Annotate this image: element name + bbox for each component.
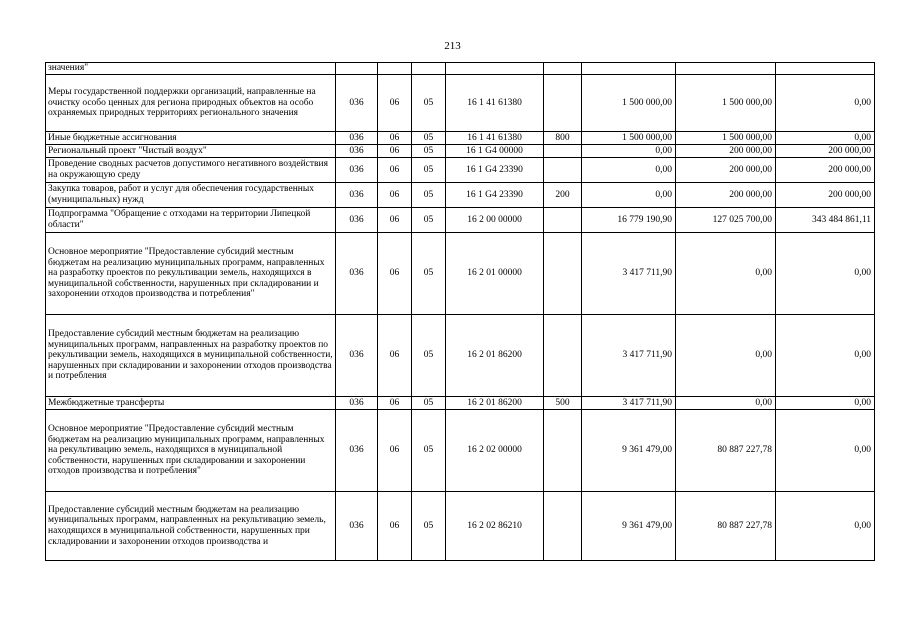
row-name-cell: Предоставление субсидий местным бюджетам на реализацию муниципальных программ, направленных на разработку проектов по рекультивации земель, находящихся в муниципальной собственности, нарушенных при складировании и захоронении отходов производства и потребления xyxy=(46,315,336,397)
section-cell xyxy=(378,63,412,75)
target-article-cell: 16 1 G4 23390 xyxy=(446,183,544,208)
row-name-cell: Предоставление субсидий местным бюджетам на реализацию муниципальных программ, направленных на рекультивацию земель, находящихся в муниципальной собственности, нарушенных при складировании и захоронении отходов производства и xyxy=(46,492,336,561)
amount-3-cell: 0,00 xyxy=(776,410,875,492)
amount-3-cell: 0,00 xyxy=(776,492,875,561)
expense-type-cell xyxy=(544,233,582,315)
target-article-cell: 16 2 02 86210 xyxy=(446,492,544,561)
admin-code-cell: 036 xyxy=(336,75,378,132)
row-name-cell: Основное мероприятие "Предоставление субсидий местным бюджетам на реализацию муниципальных программ, направленных на разработку проектов по рекультивации земель, находящихся в муниципальной собственности, нарушенных при складировании и захоронении отходов производства и потребления" xyxy=(46,233,336,315)
amount-2-cell xyxy=(676,63,776,75)
amount-3-cell: 200 000,00 xyxy=(776,183,875,208)
section-cell: 06 xyxy=(378,397,412,410)
amount-1-cell: 16 779 190,90 xyxy=(582,208,676,233)
amount-1-cell: 1 500 000,00 xyxy=(582,132,676,145)
admin-code-cell: 036 xyxy=(336,315,378,397)
amount-2-cell: 80 887 227,78 xyxy=(676,410,776,492)
amount-2-cell: 200 000,00 xyxy=(676,158,776,183)
subsection-cell: 05 xyxy=(412,183,446,208)
subsection-cell: 05 xyxy=(412,145,446,158)
target-article-cell: 16 1 G4 00000 xyxy=(446,145,544,158)
target-article-cell: 16 1 41 61380 xyxy=(446,75,544,132)
admin-code-cell xyxy=(336,63,378,75)
subsection-cell xyxy=(412,63,446,75)
subsection-cell: 05 xyxy=(412,75,446,132)
amount-3-cell: 200 000,00 xyxy=(776,158,875,183)
admin-code-cell: 036 xyxy=(336,158,378,183)
subsection-cell: 05 xyxy=(412,208,446,233)
section-cell: 06 xyxy=(378,158,412,183)
row-name-cell: значения" xyxy=(46,63,336,75)
amount-1-cell xyxy=(582,63,676,75)
admin-code-cell: 036 xyxy=(336,132,378,145)
row-name-cell: Основное мероприятие "Предоставление субсидий местным бюджетам на реализацию муниципальных программ, направленных на рекультивацию земель, находящихся в муниципальной собственности, нарушенных при складировании и захоронении отходов производства и потребления" xyxy=(46,410,336,492)
expense-type-cell: 500 xyxy=(544,397,582,410)
admin-code-cell: 036 xyxy=(336,397,378,410)
table-row xyxy=(46,410,875,492)
expense-type-cell xyxy=(544,158,582,183)
expense-type-cell: 200 xyxy=(544,183,582,208)
amount-2-cell: 1 500 000,00 xyxy=(676,132,776,145)
admin-code-cell: 036 xyxy=(336,410,378,492)
row-name-cell: Проведение сводных расчетов допустимого негативного воздействия на окружающую среду xyxy=(46,158,336,183)
subsection-cell: 05 xyxy=(412,233,446,315)
amount-3-cell: 0,00 xyxy=(776,75,875,132)
expense-type-cell xyxy=(544,208,582,233)
amount-1-cell: 0,00 xyxy=(582,158,676,183)
section-cell: 06 xyxy=(378,183,412,208)
admin-code-cell: 036 xyxy=(336,145,378,158)
subsection-cell: 05 xyxy=(412,132,446,145)
admin-code-cell: 036 xyxy=(336,233,378,315)
row-name-cell: Региональный проект "Чистый воздух" xyxy=(46,145,336,158)
table-row xyxy=(46,208,875,233)
expense-type-cell xyxy=(544,315,582,397)
admin-code-cell: 036 xyxy=(336,183,378,208)
page-number: 213 xyxy=(444,40,461,52)
section-cell: 06 xyxy=(378,75,412,132)
table-row xyxy=(46,63,875,75)
table-row xyxy=(46,132,875,145)
amount-1-cell: 3 417 711,90 xyxy=(582,397,676,410)
amount-2-cell: 0,00 xyxy=(676,315,776,397)
section-cell: 06 xyxy=(378,315,412,397)
section-cell: 06 xyxy=(378,410,412,492)
amount-1-cell: 9 361 479,00 xyxy=(582,492,676,561)
row-name-cell: Иные бюджетные ассигнования xyxy=(46,132,336,145)
row-name-cell: Закупка товаров, работ и услуг для обеспечения государственных (муниципальных) нужд xyxy=(46,183,336,208)
expense-type-cell xyxy=(544,63,582,75)
admin-code-cell: 036 xyxy=(336,492,378,561)
subsection-cell: 05 xyxy=(412,492,446,561)
amount-1-cell: 3 417 711,90 xyxy=(582,233,676,315)
subsection-cell: 05 xyxy=(412,158,446,183)
table-row xyxy=(46,315,875,397)
amount-2-cell: 127 025 700,00 xyxy=(676,208,776,233)
section-cell: 06 xyxy=(378,132,412,145)
row-name-cell: Подпрограмма "Обращение с отходами на территории Липецкой области" xyxy=(46,208,336,233)
expense-type-cell xyxy=(544,492,582,561)
amount-1-cell: 1 500 000,00 xyxy=(582,75,676,132)
amount-2-cell: 0,00 xyxy=(676,397,776,410)
target-article-cell xyxy=(446,63,544,75)
section-cell: 06 xyxy=(378,208,412,233)
table-row xyxy=(46,492,875,561)
amount-2-cell: 0,00 xyxy=(676,233,776,315)
section-cell: 06 xyxy=(378,233,412,315)
amount-1-cell: 0,00 xyxy=(582,145,676,158)
amount-1-cell: 3 417 711,90 xyxy=(582,315,676,397)
table-row xyxy=(46,233,875,315)
amount-2-cell: 1 500 000,00 xyxy=(676,75,776,132)
subsection-cell: 05 xyxy=(412,410,446,492)
target-article-cell: 16 2 02 00000 xyxy=(446,410,544,492)
expense-type-cell xyxy=(544,75,582,132)
expense-type-cell xyxy=(544,145,582,158)
table-row xyxy=(46,75,875,132)
section-cell: 06 xyxy=(378,145,412,158)
target-article-cell: 16 1 41 61380 xyxy=(446,132,544,145)
expense-type-cell xyxy=(544,410,582,492)
target-article-cell: 16 2 00 00000 xyxy=(446,208,544,233)
admin-code-cell: 036 xyxy=(336,208,378,233)
amount-1-cell: 9 361 479,00 xyxy=(582,410,676,492)
table-row xyxy=(46,183,875,208)
amount-2-cell: 200 000,00 xyxy=(676,145,776,158)
table-row xyxy=(46,145,875,158)
row-name-cell: Меры государственной поддержки организаций, направленные на очистку особо ценных для региона природных объектов на особо охраняемых природных территориях регионального значения xyxy=(46,75,336,132)
amount-3-cell: 0,00 xyxy=(776,315,875,397)
amount-2-cell: 80 887 227,78 xyxy=(676,492,776,561)
target-article-cell: 16 2 01 86200 xyxy=(446,315,544,397)
target-article-cell: 16 2 01 00000 xyxy=(446,233,544,315)
expense-type-cell: 800 xyxy=(544,132,582,145)
amount-1-cell: 0,00 xyxy=(582,183,676,208)
amount-3-cell: 0,00 xyxy=(776,233,875,315)
section-cell: 06 xyxy=(378,492,412,561)
subsection-cell: 05 xyxy=(412,315,446,397)
budget-table xyxy=(45,62,875,561)
table-row xyxy=(46,158,875,183)
amount-3-cell: 0,00 xyxy=(776,132,875,145)
target-article-cell: 16 2 01 86200 xyxy=(446,397,544,410)
amount-3-cell xyxy=(776,63,875,75)
amount-3-cell: 0,00 xyxy=(776,397,875,410)
row-name-cell: Межбюджетные трансферты xyxy=(46,397,336,410)
amount-3-cell: 343 484 861,11 xyxy=(776,208,875,233)
amount-3-cell: 200 000,00 xyxy=(776,145,875,158)
target-article-cell: 16 1 G4 23390 xyxy=(446,158,544,183)
table-row xyxy=(46,397,875,410)
amount-2-cell: 200 000,00 xyxy=(676,183,776,208)
subsection-cell: 05 xyxy=(412,397,446,410)
